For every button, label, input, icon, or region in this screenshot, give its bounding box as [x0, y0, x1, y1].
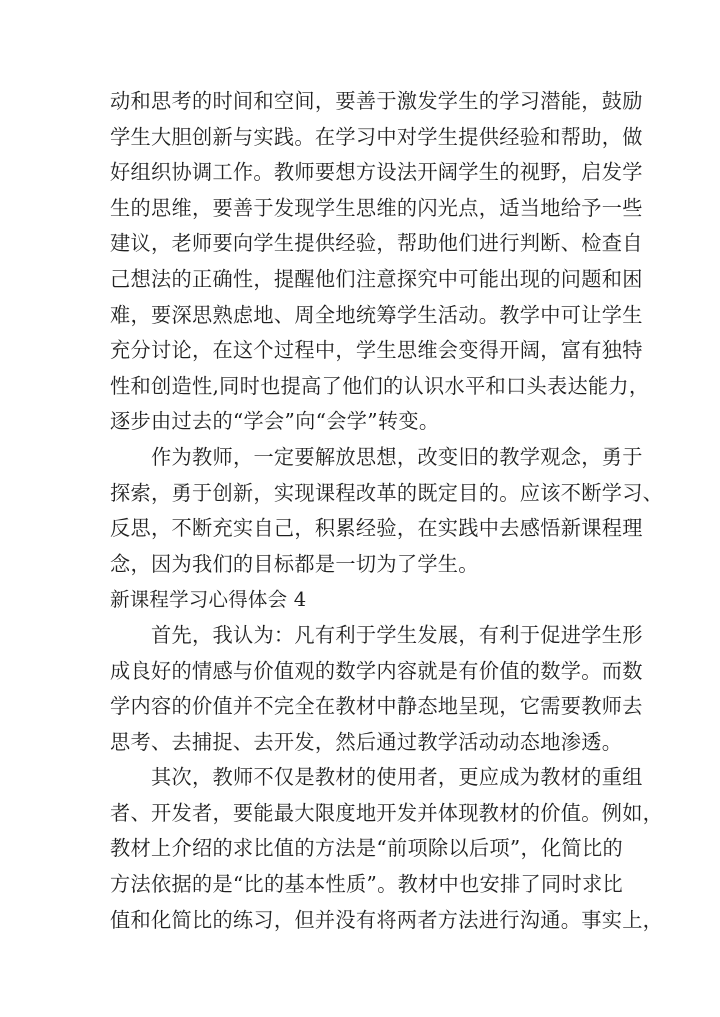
paragraph-first-line: 其次，教师不仅是教材的使用者，更应成为教材的重组 [151, 765, 643, 790]
text-line: 思考、去捕捉、去开发，然后通过教学活动动态地渗透。 [110, 729, 623, 754]
text-line: 建议，老师要向学生提供经验，帮助他们进行判断、检查自 [110, 231, 643, 256]
text-line: 生的思维，要善于发现学生思维的闪光点，适当地给予一些 [110, 195, 643, 220]
text-line: 逐步由过去的“学会”向“会学”转变。 [110, 409, 440, 434]
section-heading: 新课程学习心得体会 4 [110, 588, 307, 612]
text-line: 念，因为我们的目标都是一切为了学生。 [110, 551, 479, 576]
text-line: 成良好的情感与价值观的数学内容就是有价值的数学。而数 [110, 658, 643, 683]
text-line: 探索，勇于创新，实现课程改革的既定目的。应该不断学习、 [110, 480, 664, 505]
text-line: 值和化简比的练习，但并没有将两者方法进行沟通。事实上， [110, 907, 664, 932]
text-line: 性和创造性,同时也提高了他们的认识水平和口头表达能力， [110, 373, 650, 398]
text-line: 难，要深思熟虑地、周全地统筹学生活动。教学中可让学生 [110, 302, 643, 327]
text-line: 己想法的正确性，提醒他们注意探究中可能出现的问题和困 [110, 266, 643, 291]
text-line: 者、开发者，要能最大限度地开发并体现教材的价值。例如， [110, 800, 664, 825]
text-line: 充分讨论，在这个过程中，学生思维会变得开阔，富有独特 [110, 338, 643, 363]
document-body [110, 84, 664, 938]
text-line: 反思，不断充实自己，积累经验，在实践中去感悟新课程理 [110, 516, 643, 541]
text-line: 学内容的价值并不完全在教材中静态地呈现，它需要教师去 [110, 694, 643, 719]
paragraph-first-line: 作为教师，一定要解放思想，改变旧的教学观念，勇于 [151, 444, 643, 469]
text-line: 动和思考的时间和空间，要善于激发学生的学习潜能，鼓励 [110, 89, 643, 113]
text-line: 学生大胆创新与实践。在学习中对学生提供经验和帮助，做 [110, 124, 643, 149]
text-line: 教材上介绍的求比值的方法是“前项除以后项”，化简比的 [110, 836, 623, 861]
text-line: 方法依据的是“比的基本性质”。教材中也安排了同时求比 [110, 872, 623, 897]
text-line: 好组织协调工作。教师要想方设法开阔学生的视野，启发学 [110, 160, 643, 185]
paragraph-first-line: 首先，我认为：凡有利于学生发展，有利于促进学生形 [151, 622, 643, 647]
